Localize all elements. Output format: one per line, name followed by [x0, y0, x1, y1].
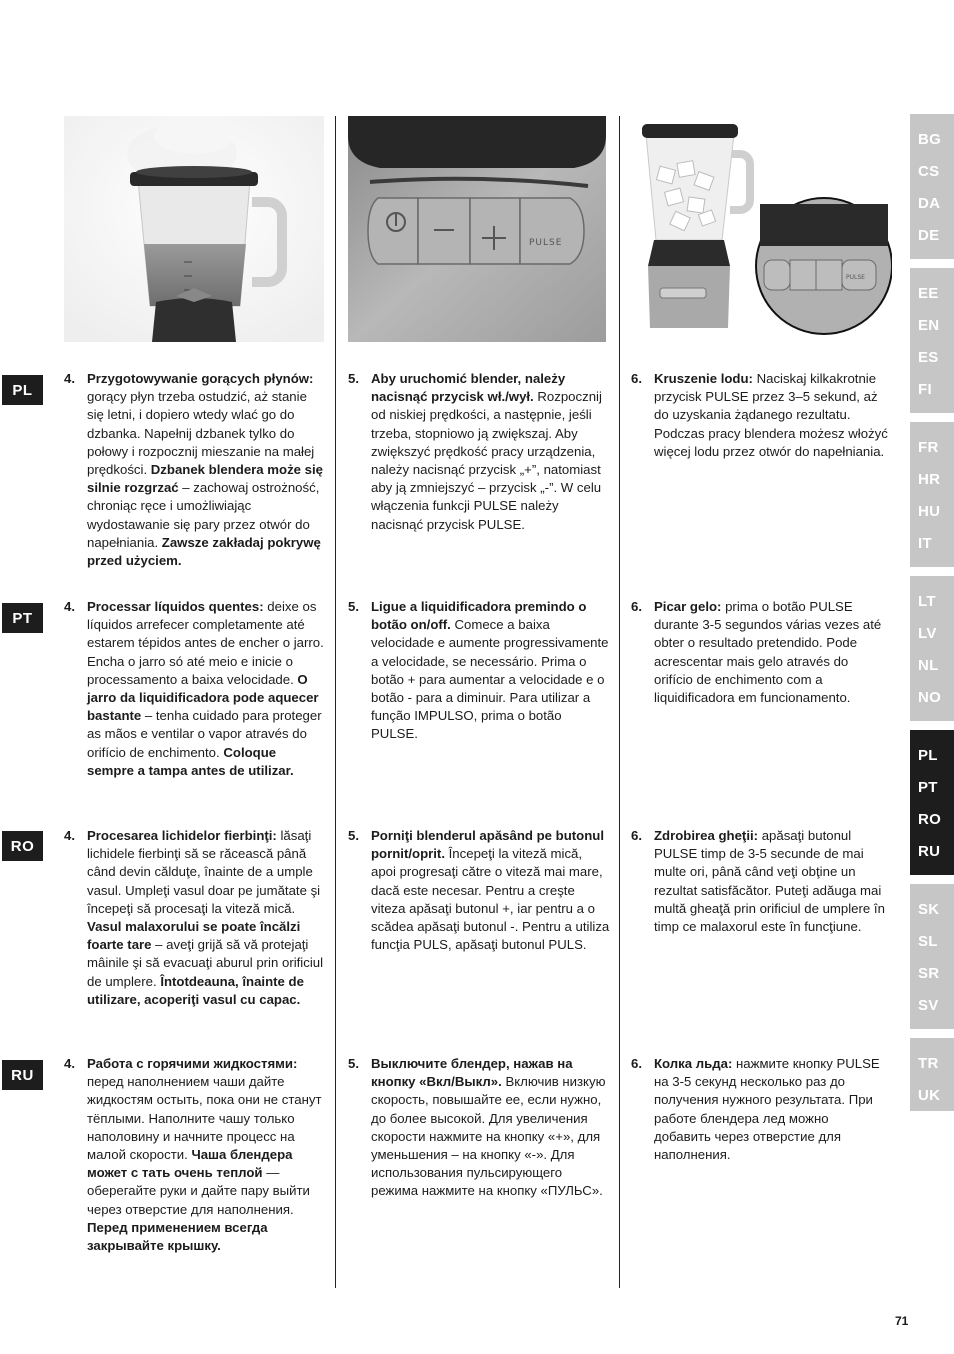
step-number: 4.	[64, 828, 75, 843]
lang-code-fr[interactable]: FR	[918, 439, 939, 456]
page-number: 71	[895, 1314, 909, 1328]
lang-code-it[interactable]: IT	[918, 535, 932, 552]
step-ru-4	[64, 1055, 326, 1255]
step-ro-6	[631, 827, 889, 936]
column-divider-1	[335, 116, 336, 1288]
lang-label-ru: RU	[2, 1060, 43, 1090]
step-number: 6.	[631, 371, 642, 386]
lang-group-6	[910, 884, 954, 1029]
step-text: Porniţi blenderul apăsând pe butonul pornit/oprit. Începeţi la viteză mică, apoi progresaţi către o viteză mai mare, dacă este necesar. Pentru a creşte viteza apăsaţi butonul +, iar pentru a o scădea apăsaţi butonul -. Pentru a utiliza funcţia PULS, apăsaţi butonul PULS.	[371, 828, 610, 953]
step-number: 5.	[348, 828, 359, 843]
lang-group-7	[910, 1038, 954, 1111]
step-ro-5	[348, 827, 610, 954]
lang-group-current	[910, 730, 954, 875]
lang-group-3	[910, 422, 954, 567]
lang-code-ee[interactable]: EE	[918, 285, 939, 302]
step-text: Выключите блендер, нажав на кнопку «Вкл/Выкл». Включив низкую скорость, повышайте ее, если нужно, до более высокой. Для увеличения скорости нажмите на кнопку «+», для уменьшения – на кнопку «-». Для использования пульсирующего режима нажмите на кнопку «ПУЛЬС».	[371, 1056, 606, 1199]
lang-code-sr[interactable]: SR	[918, 965, 940, 982]
step-pt-4	[64, 598, 326, 780]
lang-code-fi[interactable]: FI	[918, 381, 932, 398]
lang-label-pl: PL	[2, 375, 43, 405]
lang-code-pt[interactable]: PT	[918, 779, 938, 796]
lang-group-1	[910, 114, 954, 259]
step-ro-4	[64, 827, 326, 1009]
lang-code-ro[interactable]: RO	[918, 811, 942, 828]
lang-code-sk[interactable]: SK	[918, 901, 940, 918]
step-text: Работа с горячими жидкостями: перед наполнением чаши дайте жидкостям остыть, пока они не станут тёплыми. Наполните чашу только наполовину и начните процесс на малой скорости. Чаша блендера может с тать очень теплой — оберегайте руки и дайте пару выйти через отверстие для наполнения. Перед применением всегда закрывайте крышку.	[87, 1056, 322, 1254]
lang-code-tr[interactable]: TR	[918, 1055, 939, 1072]
lang-code-hr[interactable]: HR	[918, 471, 941, 488]
lang-code-uk[interactable]: UK	[918, 1087, 941, 1104]
step-pl-6	[631, 370, 889, 461]
lang-code-no[interactable]: NO	[918, 689, 942, 706]
step-text: Zdrobirea gheţii: apăsaţi butonul PULSE timp de 3-5 secunde de mai multe ori, până când veţi obţine un rezultat satisfăcător. Puteţi adăuga mai multă gheaţă prin orificiul de umplere în timp ce malaxorul este în funcţiune.	[654, 828, 885, 935]
lang-code-da[interactable]: DA	[918, 195, 941, 212]
step-pt-6	[631, 598, 889, 707]
step-text: Processar líquidos quentes: deixe os líquidos arrefecer completamente até estarem tépidos antes de encher o jarro. Encha o jarro só até meio e inicie o processamento a baixa velocidade. O jarro da liquidificadora pode aquecer bastante – tenha cuidado para proteger as mãos e ventilar o vapor através do orifício de enchimento. Coloque sempre a tampa antes de utilizar.	[87, 599, 324, 778]
step-number: 4.	[64, 1056, 75, 1071]
step-text: Procesarea lichidelor fierbinţi: lăsaţi lichidele fierbinţi să se răcească până când devin călduţe, înainte de a umple vasul. Umpleţi vasul doar pe jumătate şi începeţi să procesaţi la viteză mică. Vasul malaxorului se poate încălzi foarte tare – aveţi grijă să vă protejaţi mâinile şi să evacuaţi aburul prin orificiul de umplere. Întotdeauna, înainte de utilizare, acoperiţi vasul cu capac.	[87, 828, 324, 1007]
step-text: Ligue a liquidificadora premindo o botão on/off. Comece a baixa velocidade e aumente progressivamente a velocidade, se necessário. Prima o botão + para aumentar a velocidade e o botão - para a diminuir. Para utilizar a função IMPULSO, prima o botão PULSE.	[371, 599, 609, 742]
lang-code-sl[interactable]: SL	[918, 933, 938, 950]
step-text: Picar gelo: prima o botão PULSE durante 3-5 segundos várias vezes até obter o resultado pretendido. Pode acrescentar mais gelo através do orifício de enchimento com a liquidificadora em funcionamento.	[654, 599, 882, 706]
lang-code-cs[interactable]: CS	[918, 163, 940, 180]
lang-code-lt[interactable]: LT	[918, 593, 936, 610]
lang-group-2	[910, 268, 954, 413]
lang-group-4	[910, 576, 954, 721]
step-number: 6.	[631, 828, 642, 843]
step-number: 5.	[348, 599, 359, 614]
step-ru-5	[348, 1055, 610, 1201]
lang-label-pt: PT	[2, 603, 43, 633]
step-text: Aby uruchomić blender, należy nacisnąć przycisk wł./wył. Rozpocznij od niskiej prędkości, a następnie, jeśli trzeba, stopniowo ją zwiększaj. Aby zwiększyć prędkość pracy urządzenia, należy nacisnąć przycisk „+”, natomiast aby ją zmniejszyć – przycisk „-”. W celu włączenia funkcji PULSE należy nacisnąć przycisk PULSE.	[371, 371, 602, 532]
lang-code-bg[interactable]: BG	[918, 131, 942, 148]
step-text: Przygotowywanie gorących płynów: gorący płyn trzeba ostudzić, aż stanie się letni, i dopiero wtedy wlać go do dzbanka. Napełnij dzbanek tylko do połowy i rozpocznij mieszanie na małej prędkości. Dzbanek blendera może się silnie rozgrzać – zachowaj ostrożność, chroniąc ręce i umożliwiając wydostawanie się pary przez otwór do napełniania. Zawsze zakładaj pokrywę przed użyciem.	[87, 371, 324, 569]
lang-code-lv[interactable]: LV	[918, 625, 937, 642]
step-number: 6.	[631, 599, 642, 614]
lang-code-nl[interactable]: NL	[918, 657, 939, 674]
step-text: Kruszenie lodu: Naciskaj kilkakrotnie przycisk PULSE przez 3–5 sekund, aż do uzyskania żądanego rezultatu. Podczas pracy blendera możesz włożyć więcej lodu przez otwór do napełniania.	[654, 371, 888, 459]
lang-code-pl[interactable]: PL	[918, 747, 938, 764]
ice-crushing-image	[630, 116, 892, 342]
step-number: 5.	[348, 371, 359, 386]
step-pl-4	[64, 370, 326, 570]
control-panel-image	[348, 116, 606, 342]
lang-code-de[interactable]: DE	[918, 227, 940, 244]
step-ru-6	[631, 1055, 889, 1164]
pulse-button-label-small: PULSE	[846, 274, 865, 281]
pulse-button-label: PULSE	[529, 238, 563, 248]
lang-label-ro: RO	[2, 831, 43, 861]
lang-code-sv[interactable]: SV	[918, 997, 939, 1014]
column-divider-2	[619, 116, 620, 1288]
step-number: 4.	[64, 599, 75, 614]
step-text: Колка льда: нажмите кнопку PULSE на 3-5 секунд несколько раз до получения нужного результата. При работе блендера лед можно добавить через отверстие для наполнения.	[654, 1056, 880, 1163]
hot-liquid-jug-image	[64, 116, 324, 342]
lang-code-es[interactable]: ES	[918, 349, 939, 366]
language-index-sidebar	[910, 114, 954, 1120]
step-number: 5.	[348, 1056, 359, 1071]
step-number: 4.	[64, 371, 75, 386]
step-pt-5	[348, 598, 610, 744]
lang-code-en[interactable]: EN	[918, 317, 940, 334]
lang-code-hu[interactable]: HU	[918, 503, 941, 520]
lang-code-ru[interactable]: RU	[918, 843, 941, 860]
step-pl-5	[348, 370, 610, 534]
step-number: 6.	[631, 1056, 642, 1071]
